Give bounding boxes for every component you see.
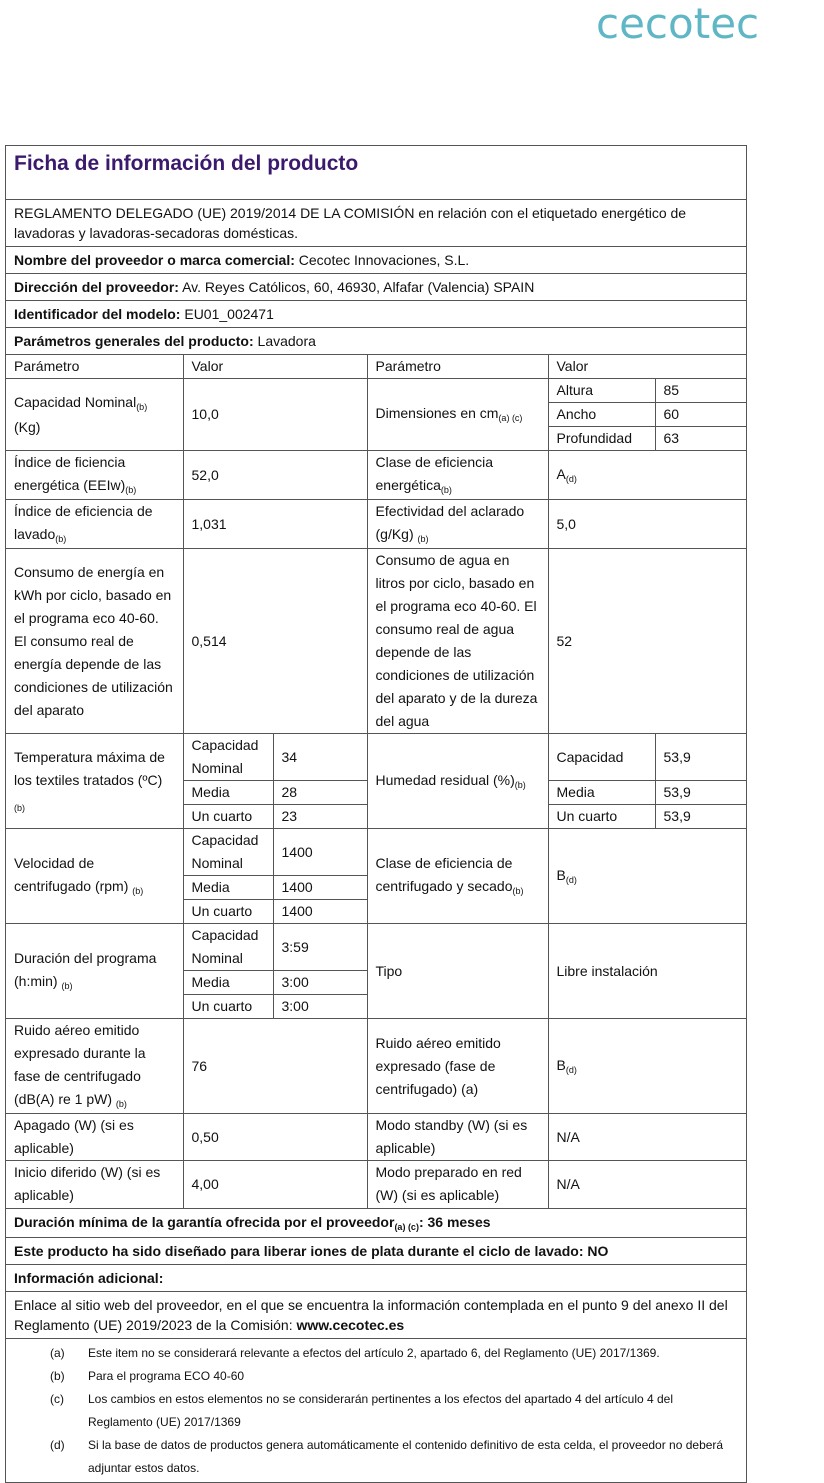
temperature-value: 34 [273,734,367,781]
dimensions-label: Dimensiones en $cm_{(a) (c)}$ [367,379,548,451]
dimension-name: Altura [548,379,655,403]
parameters-table-wrap [6,355,746,1209]
water-consumption-value: 52 [548,549,746,734]
noise-label: Ruido aéreo emitido expresado durante la fase de centrifugado (dB(A) re 1 pW) $_{(b)}$ [6,1019,183,1114]
table-row [6,734,746,781]
capacity-value: 10,0 [183,379,367,451]
spin-load: Capacidad Nominal [183,829,273,876]
model-label: Identificador del modelo: [14,306,181,322]
table-row [6,500,746,549]
header-param-2: Parámetro [367,355,548,379]
additional-info-label: Información adicional: [6,1265,746,1292]
spin-class-value: $B_{(d)}$ [548,829,746,924]
duration-value: 3:59 [273,924,367,971]
network-label: Modo preparado en red (W) (si es aplicable) [367,1161,548,1208]
footnote-item: (a) Este item no se considerará relevante a efectos del artículo 2, apartado 6, del Reglamento (UE) 2017/1369. [50,1345,660,1360]
duration-load: Media [183,971,273,995]
network-value: N/A [548,1161,746,1208]
dimension-value: 85 [655,379,746,403]
delay-value: 4,00 [183,1161,367,1208]
noise-value: 76 [183,1019,367,1114]
general-label: Parámetros generales del producto: [14,333,254,349]
humidity-load: Un cuarto [548,805,655,829]
energy-class-label: Clase de eficiencia energética$_{(b)}$ [367,451,548,500]
table-row [6,1161,746,1208]
supplier-value: Cecotec Innovaciones, S.L. [298,252,470,268]
model-value: EU01_002471 [184,306,274,322]
temperature-load: Un cuarto [183,805,273,829]
logo-text: cecotec [596,0,760,44]
humidity-label: Humedad residual $(\%)_{(b)}$ [367,734,548,829]
header-value: Valor [183,355,367,379]
parameters-table [6,355,746,1208]
temperature-value: 23 [273,805,367,829]
wash-index-value: 1,031 [183,500,367,549]
eei-label: Índice de ficiencia energética $(EEIw)_{(b)}$ [6,451,183,500]
spin-value: 1400 [273,829,367,876]
footnotes [6,1339,746,1482]
dimension-name: Ancho [548,403,655,427]
spin-load: Un cuarto [183,900,273,924]
supplier-label: Nombre del proveedor o marca comercial: [14,252,295,268]
noise-class-value: $B_{(d)}$ [548,1019,746,1114]
standby-label: Modo standby (W) (si es aplicable) [367,1114,548,1161]
model-row [6,301,746,328]
energy-consumption-label: Consumo de energía en kWh por ciclo, basado en el programa eco 40-60. El consumo real de energía depende de las condiciones de utilización del aparato [6,549,183,734]
duration-value: 3:00 [273,971,367,995]
table-row [6,379,746,403]
cecotec-logo [596,0,822,44]
humidity-load: Capacidad [548,734,655,781]
additional-info-text: Enlace al sitio web del proveedor, en el que se encuentra la información contemplada en el punto 9 del anexo II del Reglamento (UE) 2019/2023 de la Comisión: www.cecotec.es [6,1292,746,1339]
general-row [6,328,746,355]
warranty-row: Duración mínima de la garantía ofrecida por el proveedor$_{(a) (c)}$: 36 meses [6,1209,746,1238]
address-label: Dirección del proveedor: [14,279,179,295]
table-row [6,924,746,971]
off-mode-label: Apagado (W) (si es aplicable) [6,1114,183,1161]
regulation-text: REGLAMENTO DELEGADO (UE) 2019/2014 DE LA COMISIÓN en relación con el etiquetado energético de lavadoras y lavadoras-secadoras domésticas. [6,200,746,247]
page-title: Ficha de información del producto [6,146,746,200]
off-mode-value: 0,50 [183,1114,367,1161]
delay-label: Inicio diferido (W) (si es aplicable) [6,1161,183,1208]
supplier-row [6,247,746,274]
supplier-website-link[interactable]: www.cecotec.es [296,1316,405,1333]
table-row [6,829,746,876]
table-header-row [6,355,746,379]
eei-value: 52,0 [183,451,367,500]
rinse-value: 5,0 [548,500,746,549]
spin-class-label: Clase de eficiencia de centrifugado y secado$_{(b)}$ [367,829,548,924]
table-row [6,1114,746,1161]
footnote-item: (d) Si la base de datos de productos genera automáticamente el contenido definitivo de esta celda, el proveedor no deberá adjuntar estos datos. [50,1437,724,1475]
duration-label: Duración del programa (h:min) $_{(b)}$ [6,924,183,1019]
rinse-label: Efectividad del aclarado (g/Kg) $_{(b)}$ [367,500,548,549]
dimension-name: Profundidad [548,427,655,451]
humidity-value: 53,9 [655,805,746,829]
humidity-load: Media [548,781,655,805]
temperature-value: 28 [273,781,367,805]
energy-consumption-value: 0,514 [183,549,367,734]
temperature-label: Temperatura máxima de los textiles tratados (ºC) $_{(b)}$ [6,734,183,829]
header-param: Parámetro [6,355,183,379]
spin-load: Media [183,876,273,900]
footnote-item: (c) Los cambios en estos elementos no se considerarán pertinentes a los efectos del apartado 4 del artículo 4 del Reglamento (UE) 2017/1369 [50,1391,674,1429]
spin-value: 1400 [273,900,367,924]
silver-ions-row: Este producto ha sido diseñado para liberar iones de plata durante el ciclo de lavado: NO [6,1238,746,1265]
standby-value: N/A [548,1114,746,1161]
dimension-value: 63 [655,427,746,451]
temperature-load: Media [183,781,273,805]
type-label: Tipo [367,924,548,1019]
duration-load: Un cuarto [183,995,273,1019]
spin-value: 1400 [273,876,367,900]
product-information-sheet [5,145,747,1483]
noise-class-label: Ruido aéreo emitido expresado (fase de centrifugado) (a) [367,1019,548,1114]
table-row [6,549,746,734]
address-row [6,274,746,301]
wash-index-label: Índice de eficiencia de lavado$_{(b)}$ [6,500,183,549]
humidity-value: 53,9 [655,734,746,781]
duration-load: Capacidad Nominal [183,924,273,971]
humidity-value: 53,9 [655,781,746,805]
capacity-label: Capacidad Nominal$_{(b)}$ (Kg) [6,379,183,451]
water-consumption-label: Consumo de agua en litros por ciclo, basado en el programa eco 40-60. El consumo real de agua depende de las condiciones de utilización del aparato y de la dureza del agua [367,549,548,734]
type-value: Libre instalación [548,924,746,1019]
temperature-load: Capacidad Nominal [183,734,273,781]
header-value-2: Valor [548,355,746,379]
duration-value: 3:00 [273,995,367,1019]
energy-class-value: $A_{(d)}$ [548,451,746,500]
dimension-value: 60 [655,403,746,427]
table-row [6,451,746,500]
table-row [6,1019,746,1114]
footnote-item: (b) Para el programa ECO 40-60 [50,1368,245,1383]
general-value: Lavadora [257,333,316,349]
spin-speed-label: Velocidad de centrifugado (rpm) $_{(b)}$ [6,829,183,924]
address-value: Av. Reyes Católicos, 60, 46930, Alfafar (Valencia) SPAIN [182,279,535,295]
